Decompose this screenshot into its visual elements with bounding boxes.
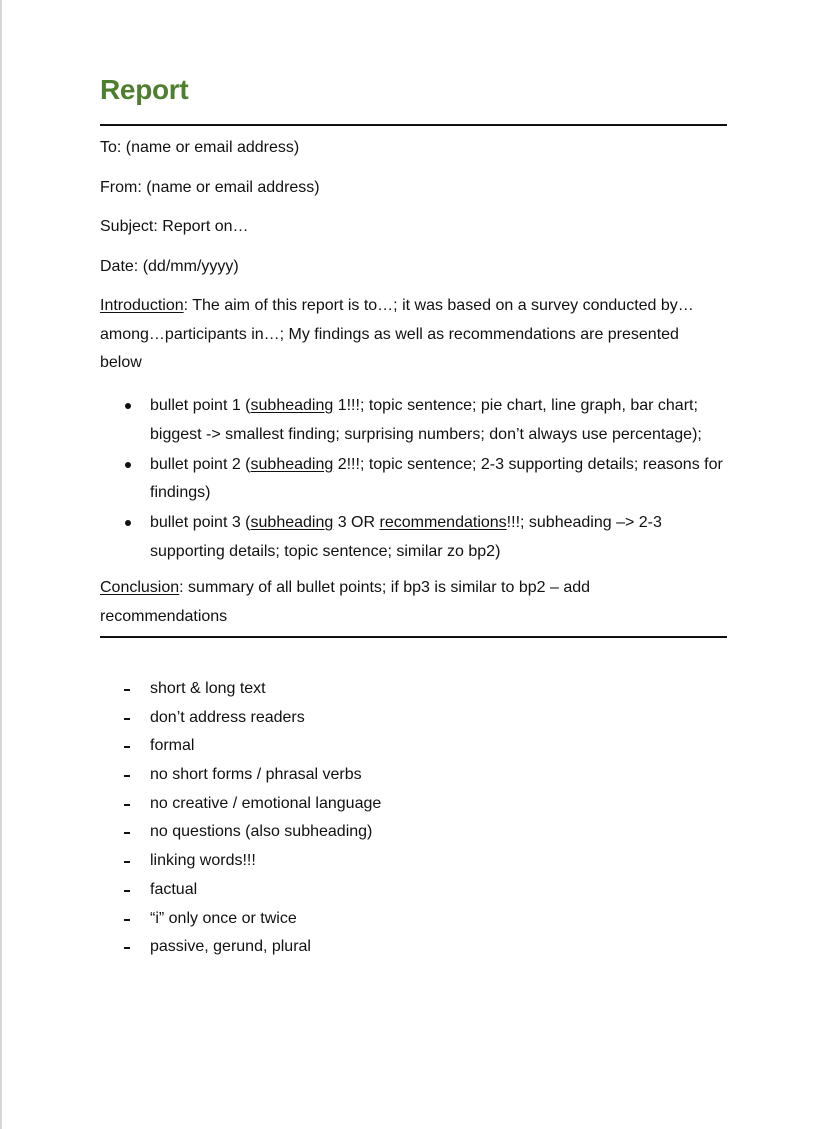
- date-line: Date: (dd/mm/yyyy): [100, 258, 239, 275]
- tip-text: formal: [150, 737, 195, 755]
- list-item: [100, 451, 730, 508]
- bullet-text: 2!!!; topic sentence; 2-3 supporting details; reasons for findings): [150, 455, 723, 501]
- dash-icon: [124, 890, 130, 892]
- list-item: [100, 761, 381, 790]
- tip-text: linking words!!!: [150, 852, 256, 870]
- from-line: From: (name or email address): [100, 179, 320, 196]
- list-item: [100, 704, 381, 733]
- bullet-dot-icon: [125, 462, 131, 468]
- dash-icon: [124, 861, 130, 863]
- bullet-dot-icon: [125, 520, 131, 526]
- tip-text: don’t address readers: [150, 708, 305, 726]
- list-item: [100, 818, 381, 847]
- bullet-text: bullet point 2 (: [150, 455, 251, 473]
- list-item: [100, 905, 381, 934]
- list-item: [100, 392, 730, 449]
- bullet-underlined: subheading: [250, 514, 334, 531]
- dash-icon: [124, 947, 130, 949]
- tip-text: passive, gerund, plural: [150, 938, 311, 956]
- dash-icon: [124, 832, 130, 834]
- dash-icon: [124, 804, 130, 806]
- dash-icon: [124, 919, 130, 921]
- subject-line: Subject: Report on…: [100, 218, 249, 235]
- introduction-label: Introduction: [100, 297, 184, 314]
- bullet-underlined: subheading: [250, 455, 334, 473]
- tip-text: short & long text: [150, 680, 266, 697]
- bullet-list: [100, 392, 730, 568]
- list-item: [100, 933, 381, 962]
- bullet-text: 3 OR: [333, 514, 380, 531]
- tips-list: [100, 675, 381, 962]
- list-item: [100, 847, 381, 876]
- introduction-paragraph: [100, 292, 700, 378]
- list-item: [100, 732, 381, 761]
- tip-text: “i” only once or twice: [150, 909, 297, 927]
- bullet-text: !!!; subheading –> 2-3 supporting details; topic sentence; similar zo bp2): [150, 514, 662, 560]
- page-edge: [0, 0, 2, 1129]
- tip-text: no short forms / phrasal verbs: [150, 766, 362, 784]
- page-title: Report: [100, 74, 189, 105]
- bullet-text: bullet point 3 (: [150, 514, 251, 531]
- conclusion-text: : summary of all bullet points; if bp3 is similar to bp2 – add recommendations: [100, 579, 591, 625]
- tip-text: no creative / emotional language: [150, 794, 382, 812]
- bullet-text: bullet point 1 (: [150, 397, 251, 414]
- bullet-underlined: subheading: [250, 397, 334, 414]
- to-line: To: (name or email address): [100, 139, 300, 156]
- conclusion-label: Conclusion: [100, 579, 180, 596]
- dash-icon: [124, 689, 130, 691]
- introduction-text: : The aim of this report is to…; it was based on a survey conducted by…among…participants in…; My findings as well as recommendations are presented below: [100, 297, 694, 371]
- list-item: [100, 509, 730, 566]
- bullet-dot-icon: [125, 403, 131, 409]
- tip-text: factual: [150, 880, 198, 898]
- list-item: [100, 876, 381, 905]
- dash-icon: [124, 746, 130, 748]
- dash-icon: [124, 775, 130, 777]
- conclusion-paragraph: [100, 574, 700, 631]
- top-divider: [100, 124, 727, 126]
- tip-text: no questions (also subheading): [150, 823, 373, 841]
- bullet-text: 1!!!; topic sentence; pie chart, line graph, bar chart; biggest -> smallest finding; surprising numbers; don’t always use percentage);: [150, 397, 702, 443]
- bottom-divider: [100, 636, 727, 638]
- bullet-underlined: recommendations: [379, 514, 507, 531]
- dash-icon: [124, 718, 130, 720]
- list-item: [100, 675, 381, 704]
- list-item: [100, 790, 381, 819]
